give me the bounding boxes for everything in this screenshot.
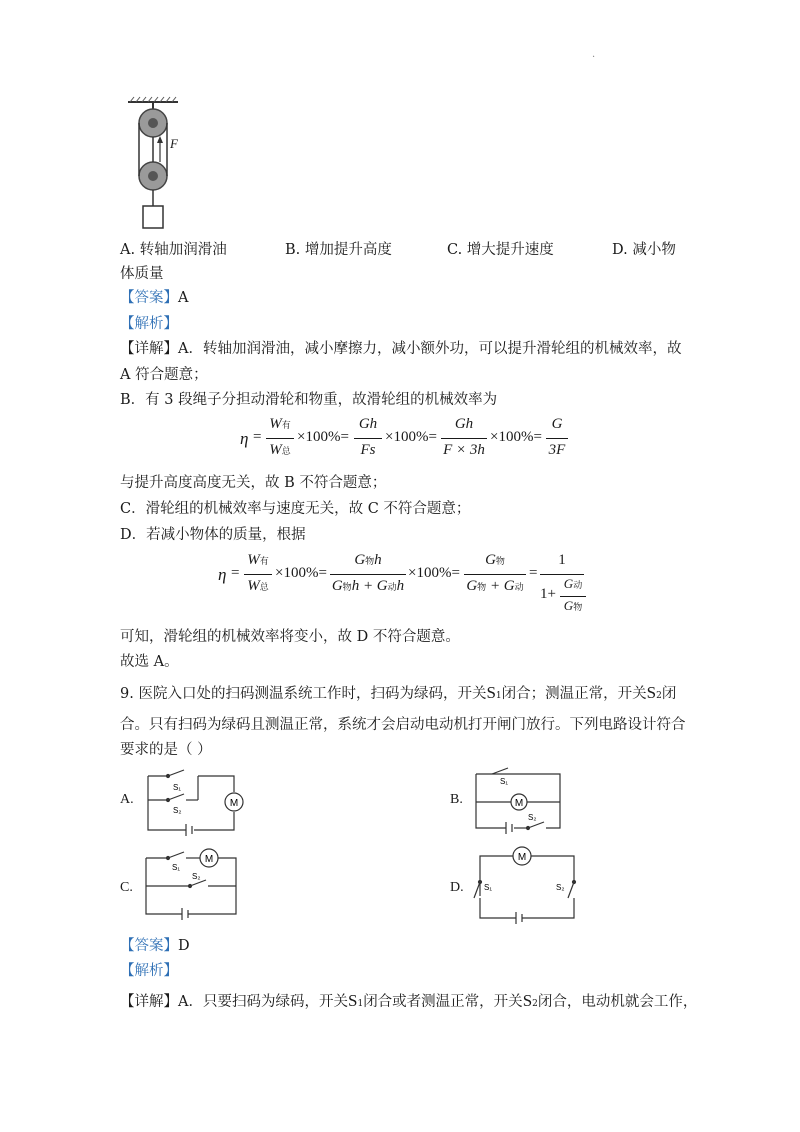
q8-option-c: C. 增大提升速度 <box>447 242 554 258</box>
force-label: F <box>170 136 178 151</box>
q8-answer <box>120 288 188 308</box>
equals-sign: = <box>231 565 240 581</box>
detail-tag: 【详解】 <box>120 341 178 357</box>
circuit-d <box>470 844 580 924</box>
switch-s2: S <box>522 991 533 1010</box>
fraction-bar <box>266 438 294 439</box>
q8-option-a: A. 转轴加润滑油 <box>120 242 227 258</box>
switch-s2: S <box>646 683 657 702</box>
answer-tag: 【答案】 <box>120 938 178 954</box>
detail-text: A．转轴加润滑油，减小摩擦力，减小额外功，可以提升滑轮组的机械效率，故 <box>178 341 682 357</box>
g-obj: G <box>563 598 574 613</box>
s1-label: S₁ <box>173 783 182 792</box>
sub-total: 总 <box>281 446 291 456</box>
equals-sign: = <box>253 429 262 445</box>
sub-moving: 动 <box>573 580 583 590</box>
fraction-bar <box>244 574 272 575</box>
s1-label: S₁ <box>500 777 509 786</box>
fraction-bar <box>546 438 568 439</box>
motor-label: M <box>517 852 527 863</box>
formula-efficiency-1 <box>240 412 570 468</box>
h-plus-g: h + G <box>351 578 388 594</box>
sub-obj: 物 <box>342 582 352 592</box>
detail-text: 闭合或者测温正常，开关 <box>363 994 523 1010</box>
fraction-bar <box>540 574 584 575</box>
corner-mark: · <box>592 52 596 63</box>
q8-detail-line6: D．若减小物体的质量，根据 <box>120 527 306 543</box>
w-total: W <box>269 442 282 458</box>
q9-text: 9. 医院入口处的扫码测温系统工作时，扫码为绿码，开关 <box>120 686 487 702</box>
q8-option-b: B. 增加提升高度 <box>285 242 392 258</box>
sub-useful: 有 <box>259 556 269 566</box>
detail-text: 闭合，电动机就会工作， <box>537 994 698 1010</box>
one-plus: 1+ <box>540 586 556 602</box>
gh-num-2: Gh <box>454 416 474 432</box>
q8-analysis-tag: 【解析】 <box>120 316 178 332</box>
w-useful: W <box>269 416 282 432</box>
answer-value: A <box>178 290 189 306</box>
sub-useful: 有 <box>281 420 291 430</box>
one-num: 1 <box>558 552 566 568</box>
q8-detail-line3: B．有 3 段绳子分担动滑轮和物重，故滑轮组的机械效率为 <box>120 392 498 408</box>
g-obj: G <box>485 552 496 568</box>
sub-obj: 物 <box>365 556 375 566</box>
times-100: ×100%= <box>275 565 327 581</box>
q9-detail-line1 <box>120 991 697 1014</box>
pulley-figure <box>120 96 200 236</box>
f3h-den: F × 3h <box>443 442 485 458</box>
fraction-bar <box>441 438 487 439</box>
fraction-bar <box>464 574 526 575</box>
answer-value: D <box>178 938 190 954</box>
q9-text: 闭 <box>661 686 677 702</box>
fraction-bar <box>560 596 586 597</box>
q8-detail-line5: C．滑轮组的机械效率与速度无关，故 C 不符合题意； <box>120 501 471 517</box>
g-obj: G <box>466 578 478 594</box>
pulley-diagram <box>120 96 200 236</box>
switch-s2-sub: 2 <box>532 999 538 1009</box>
detail-tag: 【详解】 <box>120 994 178 1010</box>
sub-moving: 动 <box>387 582 397 592</box>
circuit-c <box>138 846 242 920</box>
q9-line1 <box>120 683 676 706</box>
eta-symbol: η <box>240 429 249 448</box>
equals-sign: = <box>529 565 538 581</box>
times-100: ×100%= <box>490 429 542 445</box>
motor-label: M <box>204 854 214 865</box>
circuit-c-label: C. <box>120 880 133 895</box>
plus-g: + G <box>486 578 515 594</box>
s1-label: S₁ <box>484 883 493 892</box>
motor-label: M <box>229 798 239 809</box>
g-moving: G <box>563 576 574 591</box>
q9-line3: 要求的是（ ） <box>120 742 212 758</box>
q8-detail-line4: 与提升高度高度无关，故 B 不符合题意； <box>120 475 387 491</box>
g-num: G <box>551 416 563 432</box>
q9-line2: 合。只有扫码为绿码且测温正常，系统才会启动电动机打开闸门放行。下列电路设计符合 <box>120 717 686 733</box>
formula-efficiency-2 <box>218 546 588 622</box>
sub-moving: 动 <box>514 582 524 592</box>
s2-label: S₂ <box>192 872 201 881</box>
circuit-b <box>466 766 570 838</box>
sub-obj: 物 <box>477 582 487 592</box>
times-100: ×100%= <box>297 429 349 445</box>
eta-symbol: η <box>218 565 227 584</box>
q9-answer <box>120 936 190 956</box>
3f-den: 3F <box>548 442 566 458</box>
w-useful: W <box>247 552 260 568</box>
q8-detail-line7: 可知，滑轮组的机械效率将变小，故 D 不符合题意。 <box>120 629 460 645</box>
q8-option-d-cont: 体质量 <box>120 266 164 282</box>
q9-analysis-tag: 【解析】 <box>120 963 178 979</box>
q8-detail-line1 <box>120 339 681 359</box>
times-100: ×100%= <box>408 565 460 581</box>
s2-label: S₂ <box>528 813 537 822</box>
g-obj: G <box>354 552 366 568</box>
h-var: h <box>374 552 382 568</box>
sub-obj: 物 <box>495 556 505 566</box>
s2-label: S₂ <box>173 806 182 815</box>
fraction-bar <box>330 574 406 575</box>
s2-label: S₂ <box>556 883 565 892</box>
detail-text: A．只要扫码为绿码，开关 <box>178 994 348 1010</box>
switch-s1-sub: 1 <box>357 999 364 1009</box>
switch-s1: S <box>347 991 358 1010</box>
h-var: h <box>396 578 405 594</box>
s1-label: S₁ <box>172 863 181 872</box>
sub-total: 总 <box>259 582 269 592</box>
q8-detail-line2: A 符合题意； <box>120 367 208 383</box>
switch-s2-sub: 2 <box>656 691 662 701</box>
circuit-d-label: D. <box>450 880 464 895</box>
q9-text: 闭合；测温正常，开关 <box>501 686 647 702</box>
answer-tag: 【答案】 <box>120 290 178 306</box>
w-total: W <box>247 578 260 594</box>
circuit-b-label: B. <box>450 792 463 807</box>
times-100: ×100%= <box>385 429 437 445</box>
fraction-bar <box>354 438 382 439</box>
switch-s1: S <box>486 683 496 702</box>
fs-den: Fs <box>360 442 376 458</box>
motor-label: M <box>514 798 524 809</box>
gh-num: Gh <box>358 416 378 432</box>
sub-obj: 物 <box>573 602 583 612</box>
circuit-a <box>138 766 246 838</box>
g-obj: G <box>331 578 343 594</box>
switch-s1-sub: 1 <box>495 691 502 701</box>
q8-detail-line8: 故选 A。 <box>120 654 179 670</box>
circuit-a-label: A. <box>120 792 134 807</box>
q8-option-d: D. 减小物 <box>612 242 676 258</box>
